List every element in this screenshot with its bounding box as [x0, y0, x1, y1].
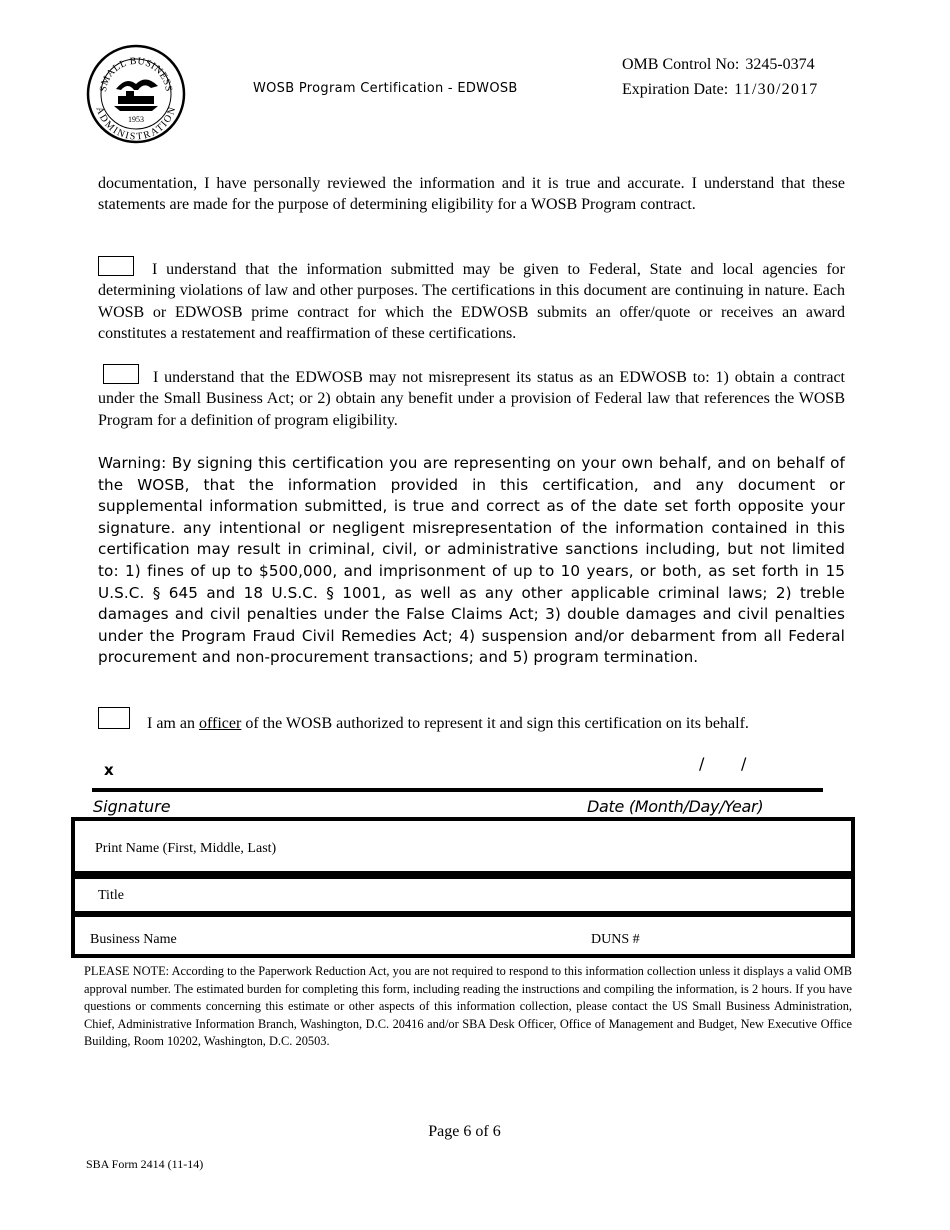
- omb-control-line: [622, 52, 818, 77]
- omb-control-number: 3245-0374: [745, 56, 815, 73]
- seal-text-bottom: ADMINISTRATION: [93, 105, 179, 143]
- seal-text-top: SMALL BUSINESS: [98, 55, 174, 93]
- certification-2: [98, 364, 845, 431]
- date-separator-2: /: [741, 754, 747, 773]
- expiration-line: [622, 77, 818, 102]
- signature-line[interactable]: [92, 788, 823, 792]
- date-label: Date (Month/Day/Year): [587, 797, 764, 816]
- title-label: Title: [98, 888, 124, 903]
- certification-1-checkbox[interactable]: [98, 256, 134, 276]
- omb-block: [622, 52, 818, 102]
- certification-2-text: I understand that the EDWOSB may not misrepresent its status as an EDWOSB to: 1) obtain a contract under the Small Business Act; or 2) obtain any benefit under a provision of Federal law that references the WOSB Program for a definition of program eligibility.: [98, 369, 845, 429]
- duns-label: DUNS #: [591, 932, 640, 947]
- officer-word: officer: [198, 715, 242, 732]
- print-name-label: Print Name (First, Middle, Last): [95, 841, 277, 856]
- form-identifier: SBA Form 2414 (11-14): [86, 1157, 204, 1171]
- business-name-label: Business Name: [90, 932, 177, 947]
- paperwork-notice: PLEASE NOTE: According to the Paperwork Reduction Act, you are not required to respond to this information collection unless it displays a valid OMB approval number. The estimated burden for completing this form, including reading the instructions and compiling the information, is 2 hours. If you have questions or comments concerning this estimate or other aspects of this information collection, please contact the US Small Business Administration, Chief, Administrative Information Branch, Washington, D.C. 20416 and/or SBA Desk Officer, Office of Management and Budget, New Executive Office Building, Room 10202, Washington, D.C. 20503.: [84, 964, 852, 1049]
- title-field[interactable]: [71, 875, 855, 915]
- certification-2-checkbox[interactable]: [103, 364, 139, 384]
- officer-text-pre: I am an: [147, 715, 195, 732]
- expiration-label: Expiration Date:: [622, 81, 729, 98]
- seal-year: 1953: [128, 115, 144, 124]
- date-separator-1: /: [699, 754, 705, 773]
- officer-checkbox[interactable]: [98, 707, 130, 729]
- omb-control-label: OMB Control No:: [622, 56, 740, 73]
- print-name-field[interactable]: [71, 817, 855, 875]
- certification-1: [98, 256, 845, 345]
- warning-paragraph: Warning: By signing this certification you are representing on your own behalf, and on behalf of the WOSB, that the information provided in this certification, and any document or supplemental information submitted, is true and correct as of the date set forth opposite your signature. any intentional or negligent misrepresentation of the information contained in this certification may result in criminal, civil, or administrative sanctions including, but not limited to: 1) fines of up to $500,000, and imprisonment of up to 10 years, or both, as set forth in 15 U.S.C. § 645 and 18 U.S.C. § 1001, as well as any other applicable criminal laws; 2) treble damages and civil penalties under the False Claims Act; 3) double damages and civil penalties under the Program Fraud Civil Remedies Act; 4) suspension and/or debarment from all Federal procurement and non-procurement transactions; and 5) program termination.: [98, 454, 845, 667]
- form-title: WOSB Program Certification - EDWOSB: [253, 81, 518, 96]
- business-name-field[interactable]: [71, 913, 855, 958]
- expiration-date: 11/30/2017: [734, 81, 819, 98]
- continued-paragraph: documentation, I have personally reviewed the information and it is true and accurate. I understand that these statements are made for the purpose of determining eligibility for a WOSB Program contract.: [98, 175, 845, 213]
- sba-seal-logo: [86, 44, 186, 144]
- page-number: Page 6 of 6: [428, 1123, 501, 1140]
- signature-label: Signature: [93, 797, 171, 816]
- signature-x-mark: x: [104, 761, 114, 779]
- officer-certification: [91, 707, 831, 734]
- officer-text-post: of the WOSB authorized to represent it and sign this certification on its behalf.: [245, 715, 749, 732]
- certification-1-text: I understand that the information submitted may be given to Federal, State and local agencies for determining violations of law and other purposes. The certifications in this document are continuing in nature. Each WOSB or EDWOSB prime contract for which the EDWOSB submits an offer/quote or receives an award constitutes a restatement and reaffirmation of these certifications.: [98, 261, 845, 343]
